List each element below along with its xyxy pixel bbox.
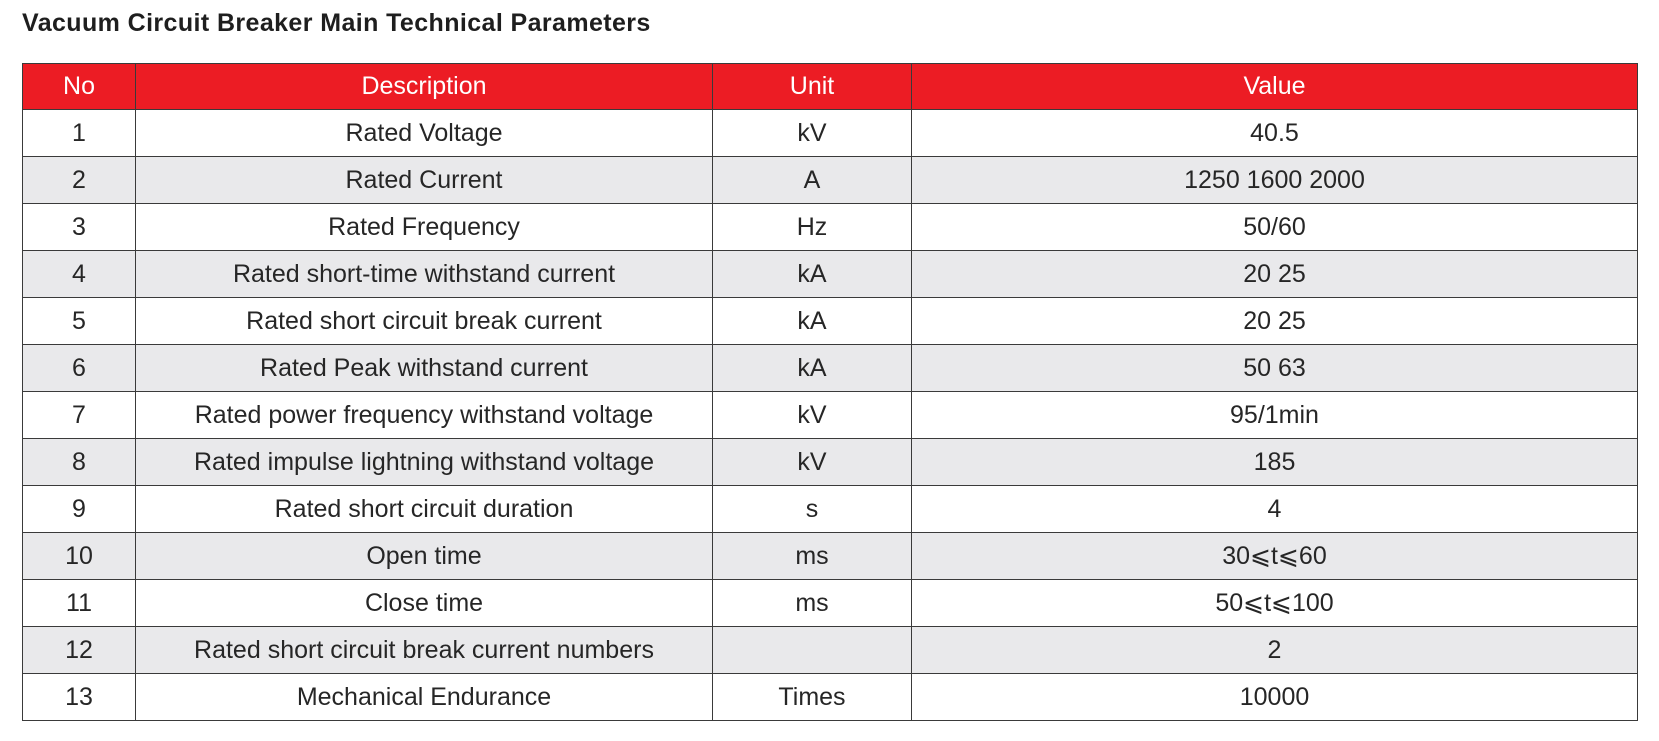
cell-no: 8 [23,439,136,486]
table-row [23,251,1638,298]
cell-no: 3 [23,204,136,251]
cell-description: Rated impulse lightning withstand voltage [136,439,713,486]
cell-value: 2 [912,627,1638,674]
cell-no: 10 [23,533,136,580]
cell-description: Rated power frequency withstand voltage [136,392,713,439]
table-row [23,392,1638,439]
table-row [23,110,1638,157]
table-row [23,157,1638,204]
cell-no: 12 [23,627,136,674]
cell-value: 50/60 [912,204,1638,251]
cell-value: 4 [912,486,1638,533]
table-header [23,64,1638,110]
cell-description: Rated Voltage [136,110,713,157]
cell-no: 9 [23,486,136,533]
cell-description: Rated short circuit break current numbers [136,627,713,674]
cell-no: 13 [23,674,136,721]
cell-no: 2 [23,157,136,204]
table-row [23,298,1638,345]
header-row [23,64,1638,110]
header-no: No [23,64,136,110]
cell-value: 185 [912,439,1638,486]
cell-value: 30⩽t⩽60 [912,533,1638,580]
cell-unit: kV [713,110,912,157]
cell-description: Rated Current [136,157,713,204]
cell-description: Mechanical Endurance [136,674,713,721]
cell-no: 11 [23,580,136,627]
cell-unit: ms [713,580,912,627]
cell-unit: kA [713,298,912,345]
cell-unit: Hz [713,204,912,251]
cell-unit: s [713,486,912,533]
cell-unit: kV [713,392,912,439]
cell-description: Rated short circuit duration [136,486,713,533]
table-row [23,627,1638,674]
cell-unit: ms [713,533,912,580]
cell-value: 95/1min [912,392,1638,439]
cell-description: Rated short circuit break current [136,298,713,345]
cell-value: 20 25 [912,298,1638,345]
table-row [23,439,1638,486]
table-row [23,533,1638,580]
cell-value: 1250 1600 2000 [912,157,1638,204]
header-description: Description [136,64,713,110]
cell-value: 40.5 [912,110,1638,157]
cell-no: 7 [23,392,136,439]
page-title: Vacuum Circuit Breaker Main Technical Parameters [22,9,651,37]
cell-value: 10000 [912,674,1638,721]
cell-no: 5 [23,298,136,345]
cell-no: 6 [23,345,136,392]
cell-value: 50 63 [912,345,1638,392]
cell-description: Rated short-time withstand current [136,251,713,298]
table-row [23,486,1638,533]
cell-description: Open time [136,533,713,580]
header-unit: Unit [713,64,912,110]
cell-unit [713,627,912,674]
cell-value: 50⩽t⩽100 [912,580,1638,627]
table-body [23,110,1638,721]
cell-unit: kA [713,345,912,392]
cell-unit: Times [713,674,912,721]
parameters-table [22,63,1638,721]
cell-description: Rated Peak withstand current [136,345,713,392]
cell-value: 20 25 [912,251,1638,298]
table-row [23,345,1638,392]
header-value: Value [912,64,1638,110]
cell-no: 1 [23,110,136,157]
table-row [23,204,1638,251]
cell-no: 4 [23,251,136,298]
cell-unit: kV [713,439,912,486]
table-row [23,674,1638,721]
table-row [23,580,1638,627]
cell-description: Close time [136,580,713,627]
cell-unit: A [713,157,912,204]
cell-unit: kA [713,251,912,298]
cell-description: Rated Frequency [136,204,713,251]
